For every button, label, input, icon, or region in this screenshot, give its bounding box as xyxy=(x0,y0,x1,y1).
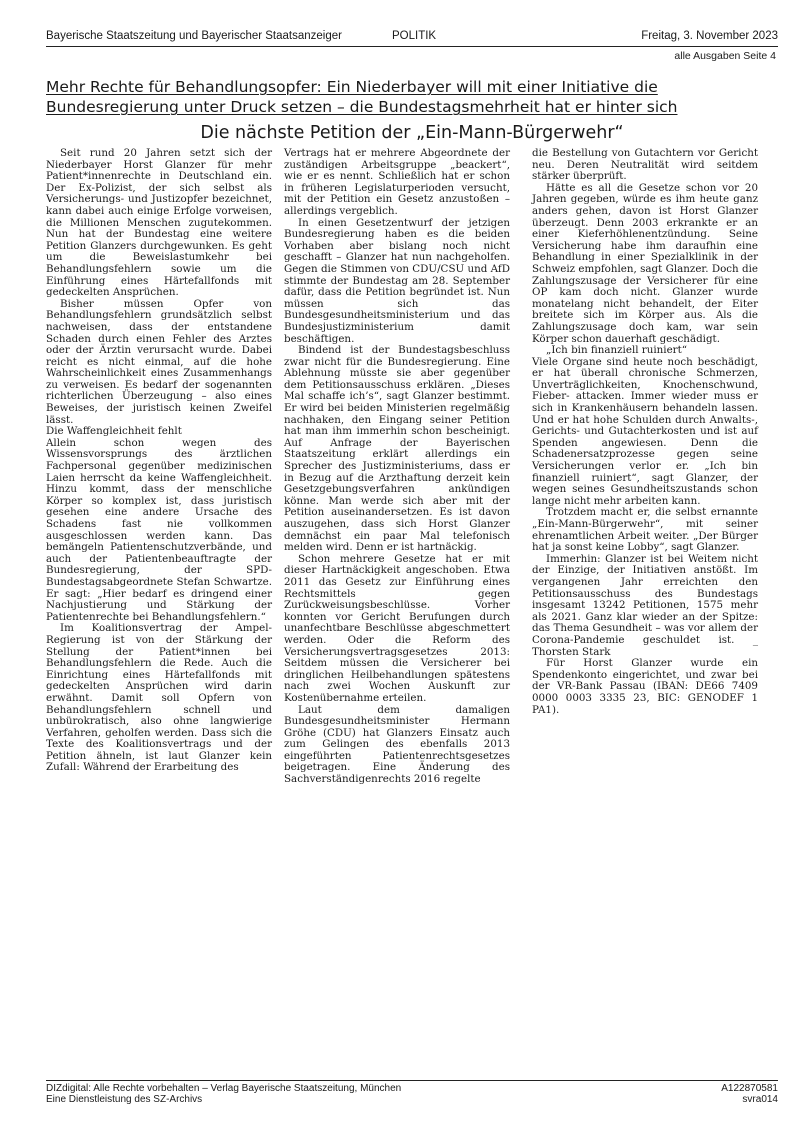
article-kicker: Mehr Rechte für Behandlungsopfer: Ein Niederbayer will mit einer Initiative die Bundesregierung unter Druck setzen – die Bundestagsmehrheit hat er hinter sich xyxy=(46,78,678,116)
paragraph: Immerhin: Glanzer ist bei Weitem nicht der Einzige, der Initiativen anstößt. Im vergangenen Jahr erreichten den Petitionsausschuss des Bundestags insgesamt 13242 Petitionen, 1575 mehr als 2021. Ganz klar wieder an der Spitze: das Thema Gesundheit – was vor allem der Corona-Pandemie geschuldet ist. _ Thorsten Stark xyxy=(532,552,758,658)
paragraph: Trotzdem macht er, die selbst ernannte „Ein-Mann-Bürgerwehr“, mit seiner ehrenamtlichen Arbeit weiter. „Der Bürger hat ja sonst keine Lobby“, sagt Glanzer. xyxy=(532,506,758,554)
article-column-1 xyxy=(46,148,272,774)
paragraph: Bisher müssen Opfer von Behandlungsfehlern grundsätzlich selbst nachweisen, dass der entstandene Schaden durch einen Fehler des Arztes oder der Ärztin verursacht wurde. Dabei reicht es nicht einmal, auf die hohe Wahrscheinlichkeit eines Zusammenhangs zu verweisen. Es bedarf der sogenannten richterlichen Überzeugung – also eines Beweises, der juristisch keinen Zweifel lässt. xyxy=(46,297,272,426)
paragraph: Seit rund 20 Jahren setzt sich der Niederbayer Horst Glanzer für mehr Patient*innenrechte in Deutschland ein. Der Ex-Polizist, der sich selbst als Versicherungs- und Justizopfer bezeichnet, kann dabei auch einige Erfolge vorweisen, die Millionen Menschen zugutekommen. Nun hat der Bundestag eine weitere Petition Glanzers durchgewunken. Es geht um die Beweislastumkehr bei Behandlungsfehlern sowie um die Einführung eines Härtefallfonds mit gedeckelten Ansprüchen. xyxy=(46,147,272,299)
edition-label: alle Ausgaben Seite 4 xyxy=(674,50,776,62)
article-column-2 xyxy=(284,148,510,786)
paragraph: die Bestellung von Gutachtern vor Gericht neu. Deren Neutralität wird seitdem stärker überprüft. xyxy=(532,147,758,183)
archive-code: svra014 xyxy=(742,1094,778,1105)
article-column-3 xyxy=(532,148,758,716)
page-header xyxy=(46,30,778,47)
publication-name: Bayerische Staatszeitung und Bayerischer Staatsanzeiger xyxy=(46,30,342,42)
paragraph: Schon mehrere Gesetze hat er mit dieser Hartnäckigkeit angeschoben. Etwa 2011 das Gesetz zur Einführung eines Rechtsmittels gegen Zurückweisungsbeschlüsse. Vorher konnten vor Gericht Berufungen durch unanfechtbare Beschlüsse abgeschmettert werden. Oder die Reform des Versicherungsvertragsgesetzes 2013: Seitdem müssen die Versicherer bei dringlichen Heilbehandlungen spätestens nach zwei Wochen Auskunft zur Kostenübernahme erteilen. xyxy=(284,552,510,704)
document-id: A122870581 xyxy=(721,1083,778,1094)
paragraph: Vertrags hat er mehrere Abgeordnete der zuständigen Arbeitsgruppe „beackert“, wie er es nennt. Schließlich hat er schon in früheren Legislaturperioden versucht, mit der Petition ein Gesetz anzustoßen – allerdings vergeblich. xyxy=(284,147,510,217)
issue-date: Freitag, 3. November 2023 xyxy=(641,30,778,42)
footer-divider xyxy=(46,1080,778,1081)
article-headline: Die nächste Petition der „Ein-Mann-Bürgerwehr“ xyxy=(200,123,624,143)
paragraph: Laut dem damaligen Bundesgesundheitsminister Hermann Gröhe (CDU) hat Glanzers Einsatz auch zum Gelingen des ebenfalls 2013 eingeführten Patientenrechtsgesetzes beigetragen. Eine Änderung des Sachverständigenrechts 2016 regelte xyxy=(284,703,510,786)
paragraph: Im Koalitionsvertrag der Ampel-Regierung ist von der Stärkung der Stellung der Patient*innen bei Behandlungsfehlern die Rede. Auch die Einrichtung eines Härtefallfonds mit gedeckelten Ansprüchen wird darin erwähnt. Damit soll Opfern von Behandlungsfehlern schnell und unbürokratisch, also ohne langwierige Verfahren, geholfen werden. Dass sich die Texte des Koalitionsvertrags und der Petition ähneln, ist laut Glanzer kein Zufall: Während der Erarbeitung des xyxy=(46,622,272,774)
paragraph: In einen Gesetzentwurf der jetzigen Bundesregierung haben es die beiden Vorhaben aber bislang noch nicht geschafft – Glanzer hat nun nachgeholfen. Gegen die Stimmen von CDU/CSU und AfD stimmte der Bundestag am 28. September dafür, dass die Petition begründet ist. Nun müssen sich das Bundesgesundheitsministerium und das Bundesjustizministerium damit beschäftigen. xyxy=(284,216,510,345)
header-divider xyxy=(46,46,778,47)
subheading: „Ich bin finanziell ruiniert“ xyxy=(546,344,687,357)
rights-notice: DIZdigital: Alle Rechte vorbehalten – Verlag Bayerische Staatszeitung, München xyxy=(46,1083,402,1094)
paragraph: Allein schon wegen des Wissensvorsprungs des ärztlichen Fachpersonal gegenüber medizinischen Laien herrscht da keine Waffengleichheit. Hinzu kommt, dass der menschliche Körper so komplex ist, dass juristisch gesehen eine andere Ursache des Schadens fast nie vollkommen ausgeschlossen werden kann. Das bemängeln Patientenschutzverbände, und auch der Patientenbeauftragte der Bundesregierung, der SPD-Bundestagsabgeordnete Stefan Schwartze. Er sagt: „Hier bedarf es dringend einer Nachjustierung und Stärkung der Patientenrechte bei Behandlungsfehlern.“ xyxy=(46,436,272,623)
paragraph: Bindend ist der Bundestagsbeschluss zwar nicht für die Bundesregierung. Eine Ablehnung müsste sie aber gegenüber dem Petitionsausschuss erklären. „Dieses Mal schaffe ich’s“, sagt Glanzer bestimmt. Er wird bei beiden Ministerien regelmäßig nachhaken, den Eingang seiner Petition hat man ihm immerhin schon bescheinigt. Auf Anfrage der Bayerischen Staatszeitung erklärt allerdings ein Sprecher des Justizministeriums, dass er in Bezug auf die Arzthaftung derzeit kein Gesetzgebungsverfahren ankündigen könne. Man werde sich aber mit der Petition auseinandersetzen. Es ist davon auszugehen, dass sich Horst Glanzer demnächst ein paar Mal telefonisch melden wird. Denn er ist hartnäckig. xyxy=(284,344,510,554)
paragraph: Hätte es all die Gesetze schon vor 20 Jahren gegeben, würde es ihm heute ganz anders gehen, davon ist Horst Glanzer überzeugt. Denn 2003 erkrankte er an einer Kieferhöhlenentzündung. Seine Versicherung habe ihm daraufhin eine Behandlung in einer Spezialklinik in der Schweiz empfohlen, sagt Glanzer. Doch die Zahlungszusage der Versicherer für eine OP kam doch nicht. Glanzer wurde monatelang nicht behandelt, der Eiter breitete sich im Körper aus. Als die Zahlungszusage doch kam, war sein Körper schon dauerhaft geschädigt. xyxy=(532,181,758,345)
subheading: Die Waffengleichheit fehlt xyxy=(46,425,182,438)
service-notice: Eine Dienstleistung des SZ-Archivs xyxy=(46,1094,203,1105)
donation-note: Für Horst Glanzer wurde ein Spendenkonto eingerichtet, und zwar bei der VR-Bank Passau (IBAN: DE66 7409 0000 0003 3335 23, BIC: GENODEF 1 PA1). xyxy=(532,657,758,716)
section-label: POLITIK xyxy=(392,30,437,42)
paragraph: Viele Organe sind heute noch beschädigt, er hat überall chronische Schmerzen, Unverträglichkeiten, Knochenschwund, Fieber- attacken. Immer wieder muss er sich in Krankenhäusern behandeln lassen. Und er hat hohe Schulden durch Anwalts-, Gerichts- und Gutachterkosten und ist auf Spenden angewiesen. Denn die Schadenersatzprozesse gegen seine Versicherungen verlor er. „Ich bin finanziell ruiniert“, sagt Glanzer, der wegen seines Gesundheitszustands schon lange nicht mehr arbeiten kann. xyxy=(532,355,758,507)
